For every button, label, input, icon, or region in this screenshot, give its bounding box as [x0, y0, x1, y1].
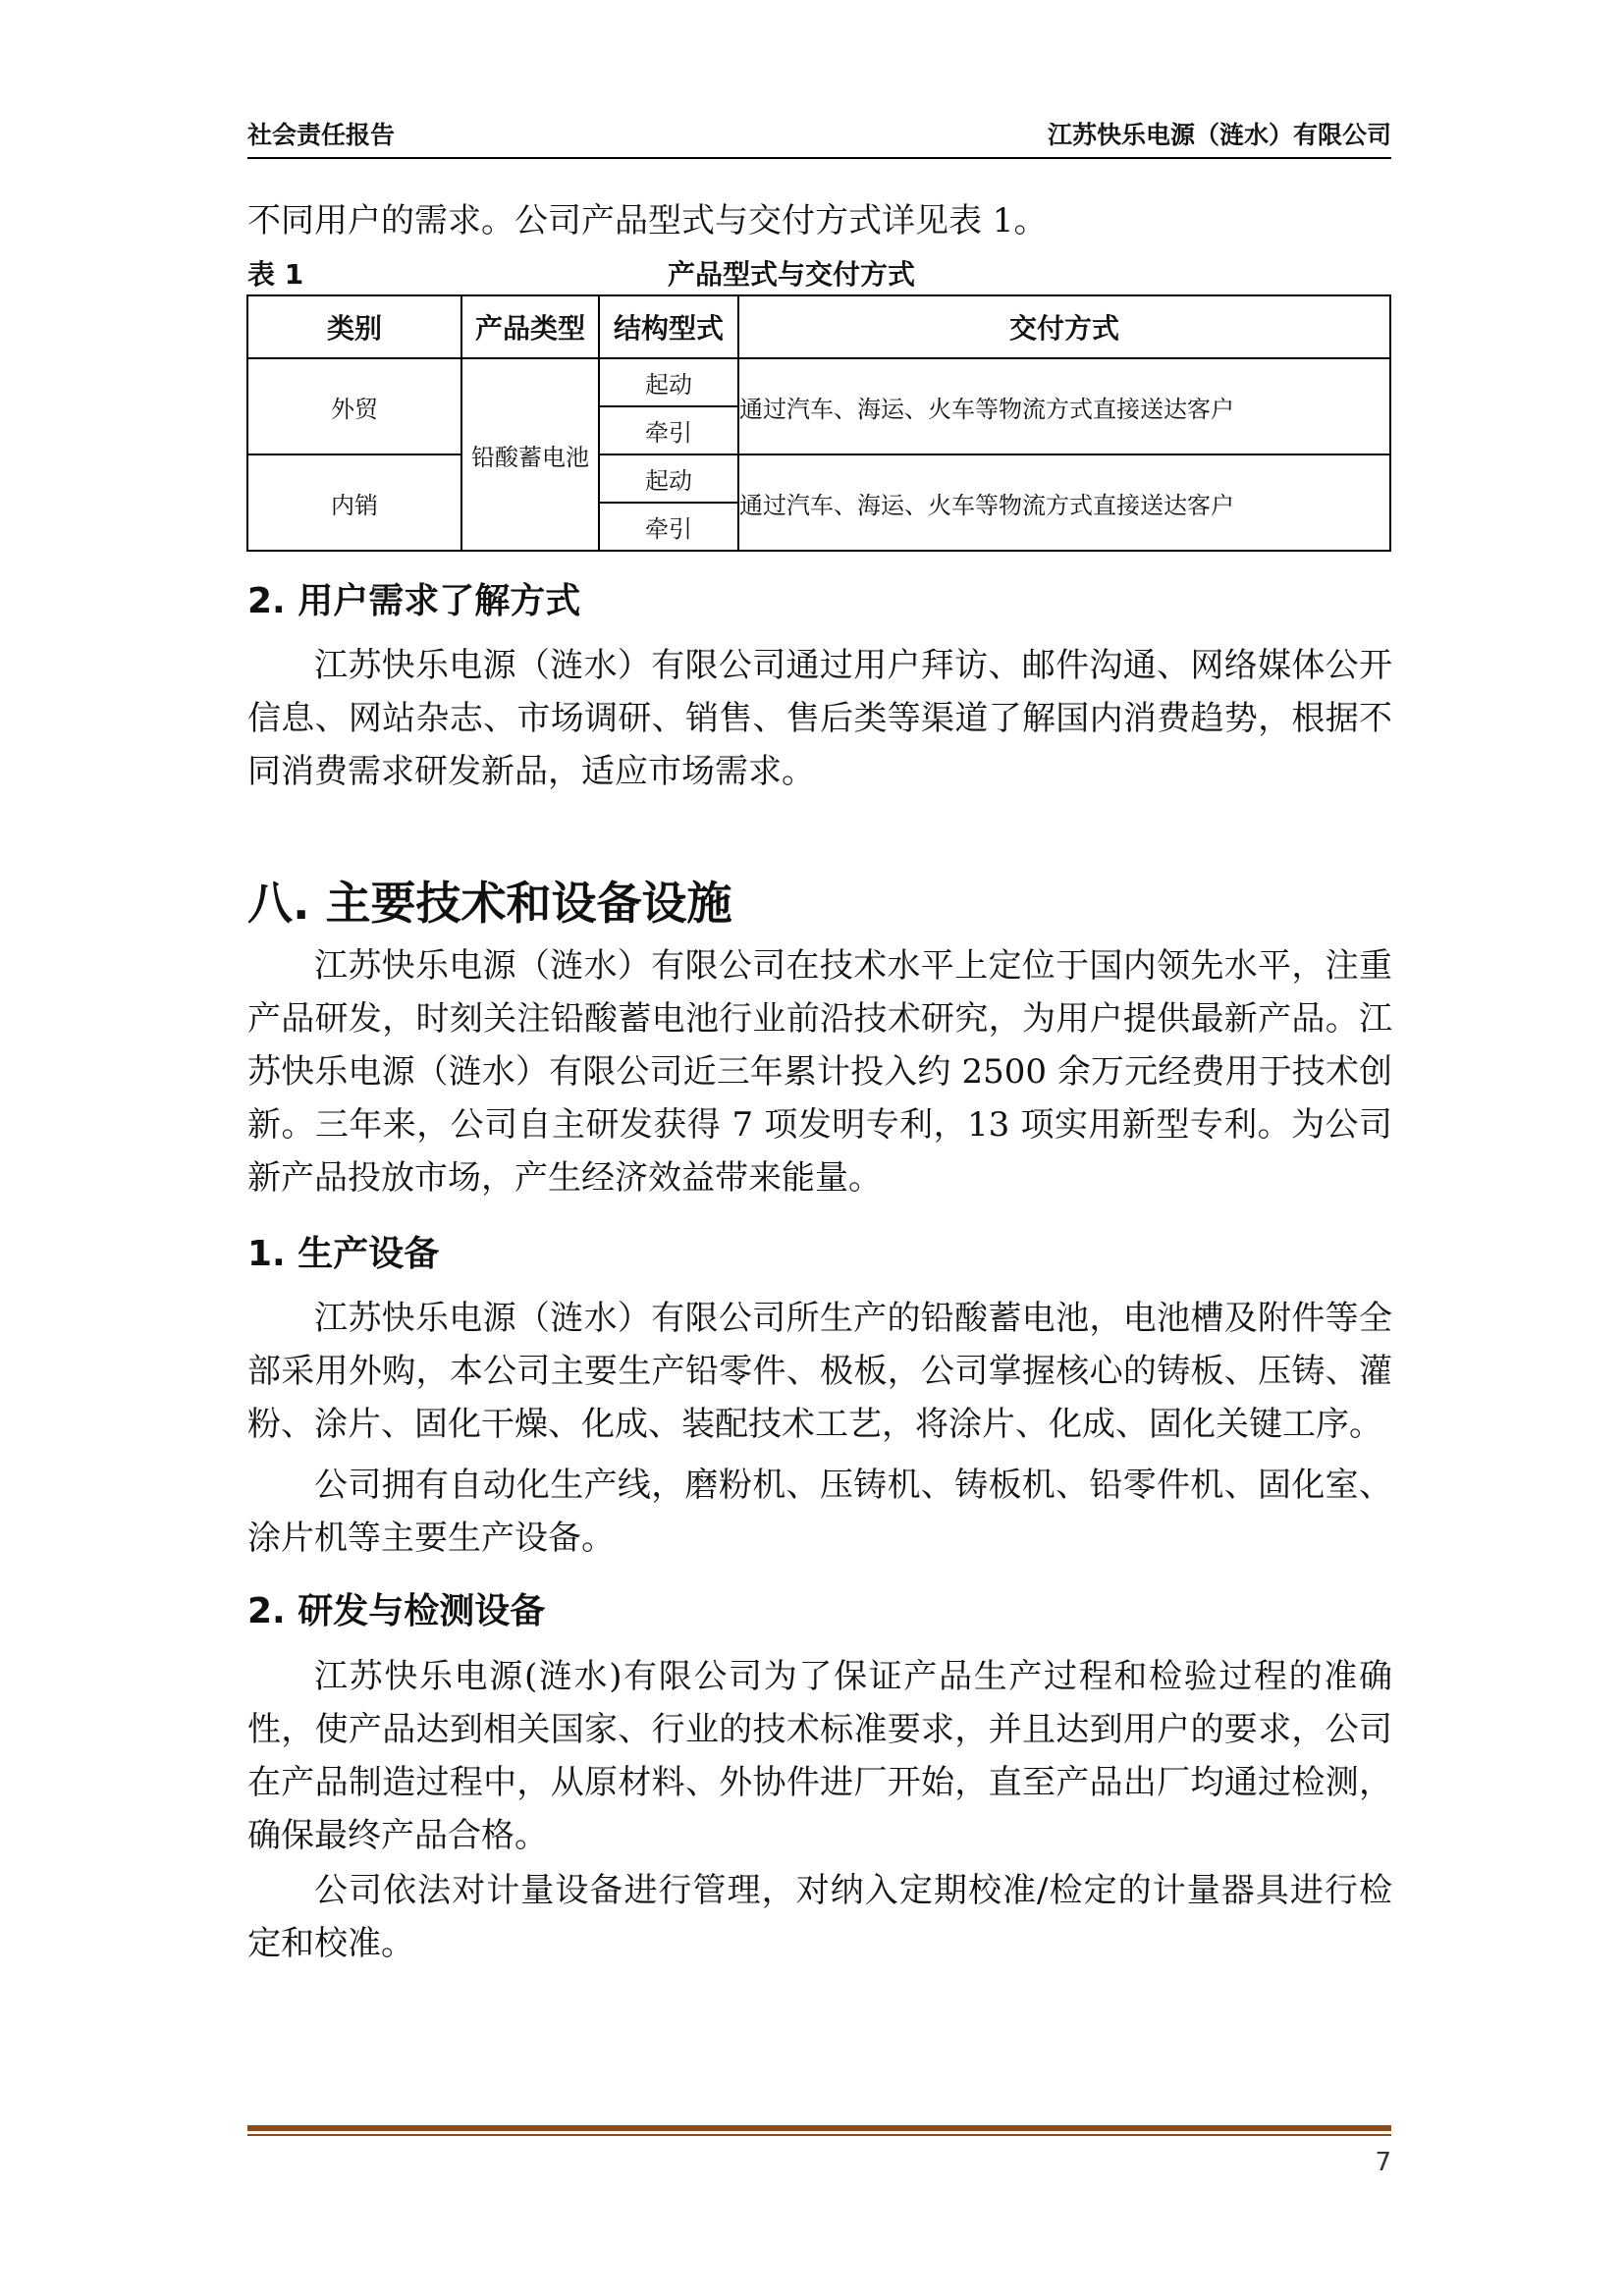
paragraph-technology: 江苏快乐电源（涟水）有限公司在技术水平上定位于国内领先水平，注重产品研发，时刻关注铅酸蓄电池行业前沿技术研究，为用户提供最新产品。江苏快乐电源（涟水）有限公司近三年累计投入约 2500 余万元经费用于技术创新。三年来，公司自主研发获得 7 项发明专利，13 项实用新型专利。为公司新产品投放市场，产生经济效益带来能量。	[247, 946, 1392, 1198]
header-rule	[247, 157, 1391, 159]
paragraph-rd-1: 江苏快乐电源(涟水)有限公司为了保证产品生产过程和检验过程的准确性，使产品达到相关国家、行业的技术标准要求，并且达到用户的要求，公司在产品制造过程中，从原材料、外协件进厂开始，直至产品出厂均通过检测，确保最终产品合格。	[247, 1657, 1392, 1855]
paragraph-production-2: 公司拥有自动化生产线，磨粉机、压铸机、铸板机、铅零件机、固化室、涂片机等主要生产设备。	[247, 1466, 1392, 1558]
delivery-cell: 通过汽车、海运、火车等物流方式直接送达客户	[738, 358, 1390, 454]
category-cell: 内销	[247, 454, 461, 551]
table-header-row	[247, 295, 1390, 358]
paragraph-production-1: 江苏快乐电源（涟水）有限公司所生产的铅酸蓄电池，电池槽及附件等全部采用外购，本公司主要生产铅零件、极板，公司掌握核心的铸板、压铸、灌粉、涂片、固化干燥、化成、装配技术工艺，将涂片、化成、固化关键工序。	[247, 1299, 1392, 1444]
heading-production-equipment: 1. 生产设备	[247, 1234, 440, 1274]
chapter-heading-technology: 八. 主要技术和设备设施	[247, 877, 732, 930]
paragraph-rd-2: 公司依法对计量设备进行管理，对纳入定期校准/检定的计量器具进行检定和校准。	[247, 1871, 1392, 1963]
paragraph-user-needs: 江苏快乐电源（涟水）有限公司通过用户拜访、邮件沟通、网络媒体公开信息、网站杂志、市场调研、销售、售后类等渠道了解国内消费趋势，根据不同消费需求研发新品，适应市场需求。	[247, 646, 1392, 791]
table-header-cell: 结构型式	[599, 295, 738, 358]
heading-user-needs: 2. 用户需求了解方式	[247, 581, 581, 621]
structure-cell: 牵引	[599, 406, 738, 454]
header-company-name: 江苏快乐电源（涟水）有限公司	[1047, 121, 1391, 149]
table-row	[247, 358, 1390, 406]
table-header-cell: 产品类型	[461, 295, 599, 358]
table-title: 产品型式与交付方式	[668, 258, 916, 291]
heading-rd-equipment: 2. 研发与检测设备	[247, 1591, 546, 1631]
footer-rule	[247, 2125, 1391, 2131]
structure-cell: 起动	[599, 454, 738, 503]
intro-line: 不同用户的需求。公司产品型式与交付方式详见表 1。	[247, 201, 1048, 240]
table-row	[247, 454, 1390, 503]
table-header-cell: 类别	[247, 295, 461, 358]
table-header-cell: 交付方式	[738, 295, 1390, 358]
table-number: 表 1	[247, 258, 304, 291]
product-type-cell: 铅酸蓄电池	[461, 358, 599, 551]
header-report-title: 社会责任报告	[247, 121, 396, 149]
category-cell: 外贸	[247, 358, 461, 454]
structure-cell: 起动	[599, 358, 738, 406]
structure-cell: 牵引	[599, 503, 738, 551]
delivery-cell: 通过汽车、海运、火车等物流方式直接送达客户	[738, 454, 1390, 551]
footer-rule-thin	[247, 2134, 1391, 2136]
page-number: 7	[1375, 2148, 1391, 2177]
product-delivery-table	[246, 294, 1391, 552]
